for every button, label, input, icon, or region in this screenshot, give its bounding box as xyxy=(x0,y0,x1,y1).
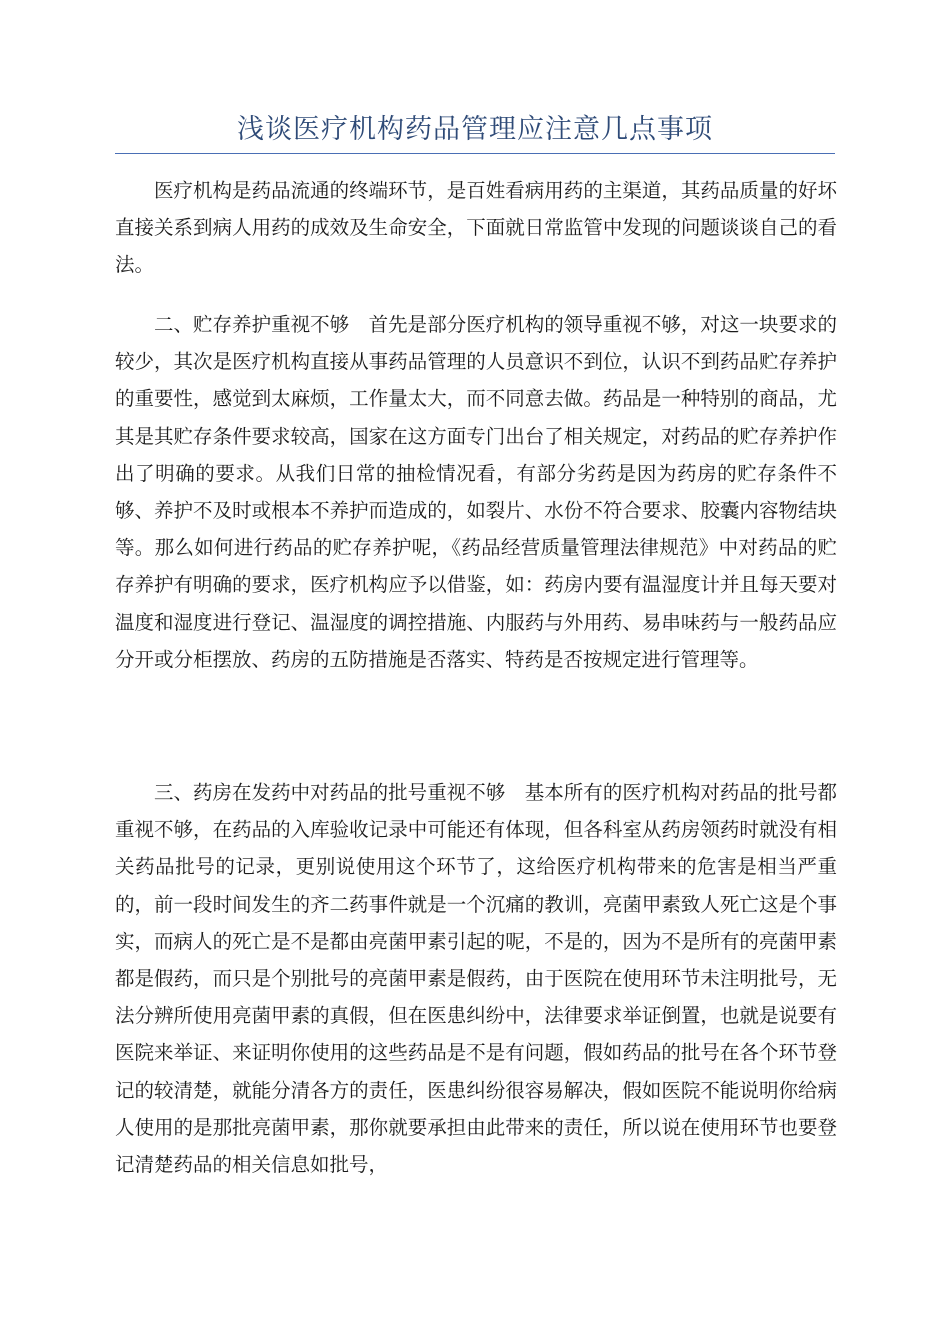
paragraph-batch-heading: 三、药房在发药中对药品的批号重视不够 xyxy=(154,781,506,804)
document-title: 浅谈医疗机构药品管理应注意几点事项 xyxy=(237,114,713,145)
paragraph-batch-text: 基本所有的医疗机构对药品的批号都重视不够，在药品的入库验收记录中可能还有体现，但各科室从药房领药时就没有相关药品批号的记录，更别说使用这个环节了，这给医疗机构带来的危害是相当严重的，前一段时间发生的齐二药事件就是一个沉痛的教训，亮菌甲素致人死亡这是个事实，而病人的死亡是不是都由亮菌甲素引起的呢，不是的，因为不是所有的亮菌甲素都是假药，而只是个别批号的亮菌甲素是假药，由于医院在使用环节未注明批号，无法分辨所使用亮菌甲素的真假，但在医患纠纷中，法律要求举证倒置，也就是说要有医院来举证、来证明你使用的这些药品是不是有问题，假如药品的批号在各个环节登记的较清楚，就能分清各方的责任，医患纠纷很容易解决，假如医院不能说明你给病人使用的是那批亮菌甲素，那你就要承担由此带来的责任，所以说在使用环节也要登记清楚药品的相关信息如批号， xyxy=(115,781,837,1177)
paragraph-storage xyxy=(115,306,837,678)
paragraph-storage-heading: 二、贮存养护重视不够 xyxy=(154,313,350,336)
title-underline xyxy=(115,153,835,154)
paragraph-intro-text: 医疗机构是药品流通的终端环节，是百姓看病用药的主渠道，其药品质量的好坏直接关系到病人用药的成效及生命安全，下面就日常监管中发现的问题谈谈自己的看法。 xyxy=(115,179,837,277)
paragraph-batch-number xyxy=(115,774,837,1183)
paragraph-intro xyxy=(115,172,837,284)
paragraph-storage-text: 首先是部分医疗机构的领导重视不够，对这一块要求的较少，其次是医疗机构直接从事药品管理的人员意识不到位，认识不到药品贮存养护的重要性，感觉到太麻烦，工作量太大，而不同意去做。药品是一种特别的商品，尤其是其贮存条件要求较高，国家在这方面专门出台了相关规定，对药品的贮存养护作出了明确的要求。从我们日常的抽检情况看，有部分劣药是因为药房的贮存条件不够、养护不及时或根本不养护而造成的，如裂片、水份不符合要求、胶囊内容物结块等。那么如何进行药品的贮存养护呢，《药品经营质量管理法律规范》中对药品的贮存养护有明确的要求，医疗机构应予以借鉴，如：药房内要有温湿度计并且每天要对温度和湿度进行登记、温湿度的调控措施、内服药与外用药、易串味药与一般药品应分开或分柜摆放、药房的五防措施是否落实、特药是否按规定进行管理等。 xyxy=(115,313,837,671)
